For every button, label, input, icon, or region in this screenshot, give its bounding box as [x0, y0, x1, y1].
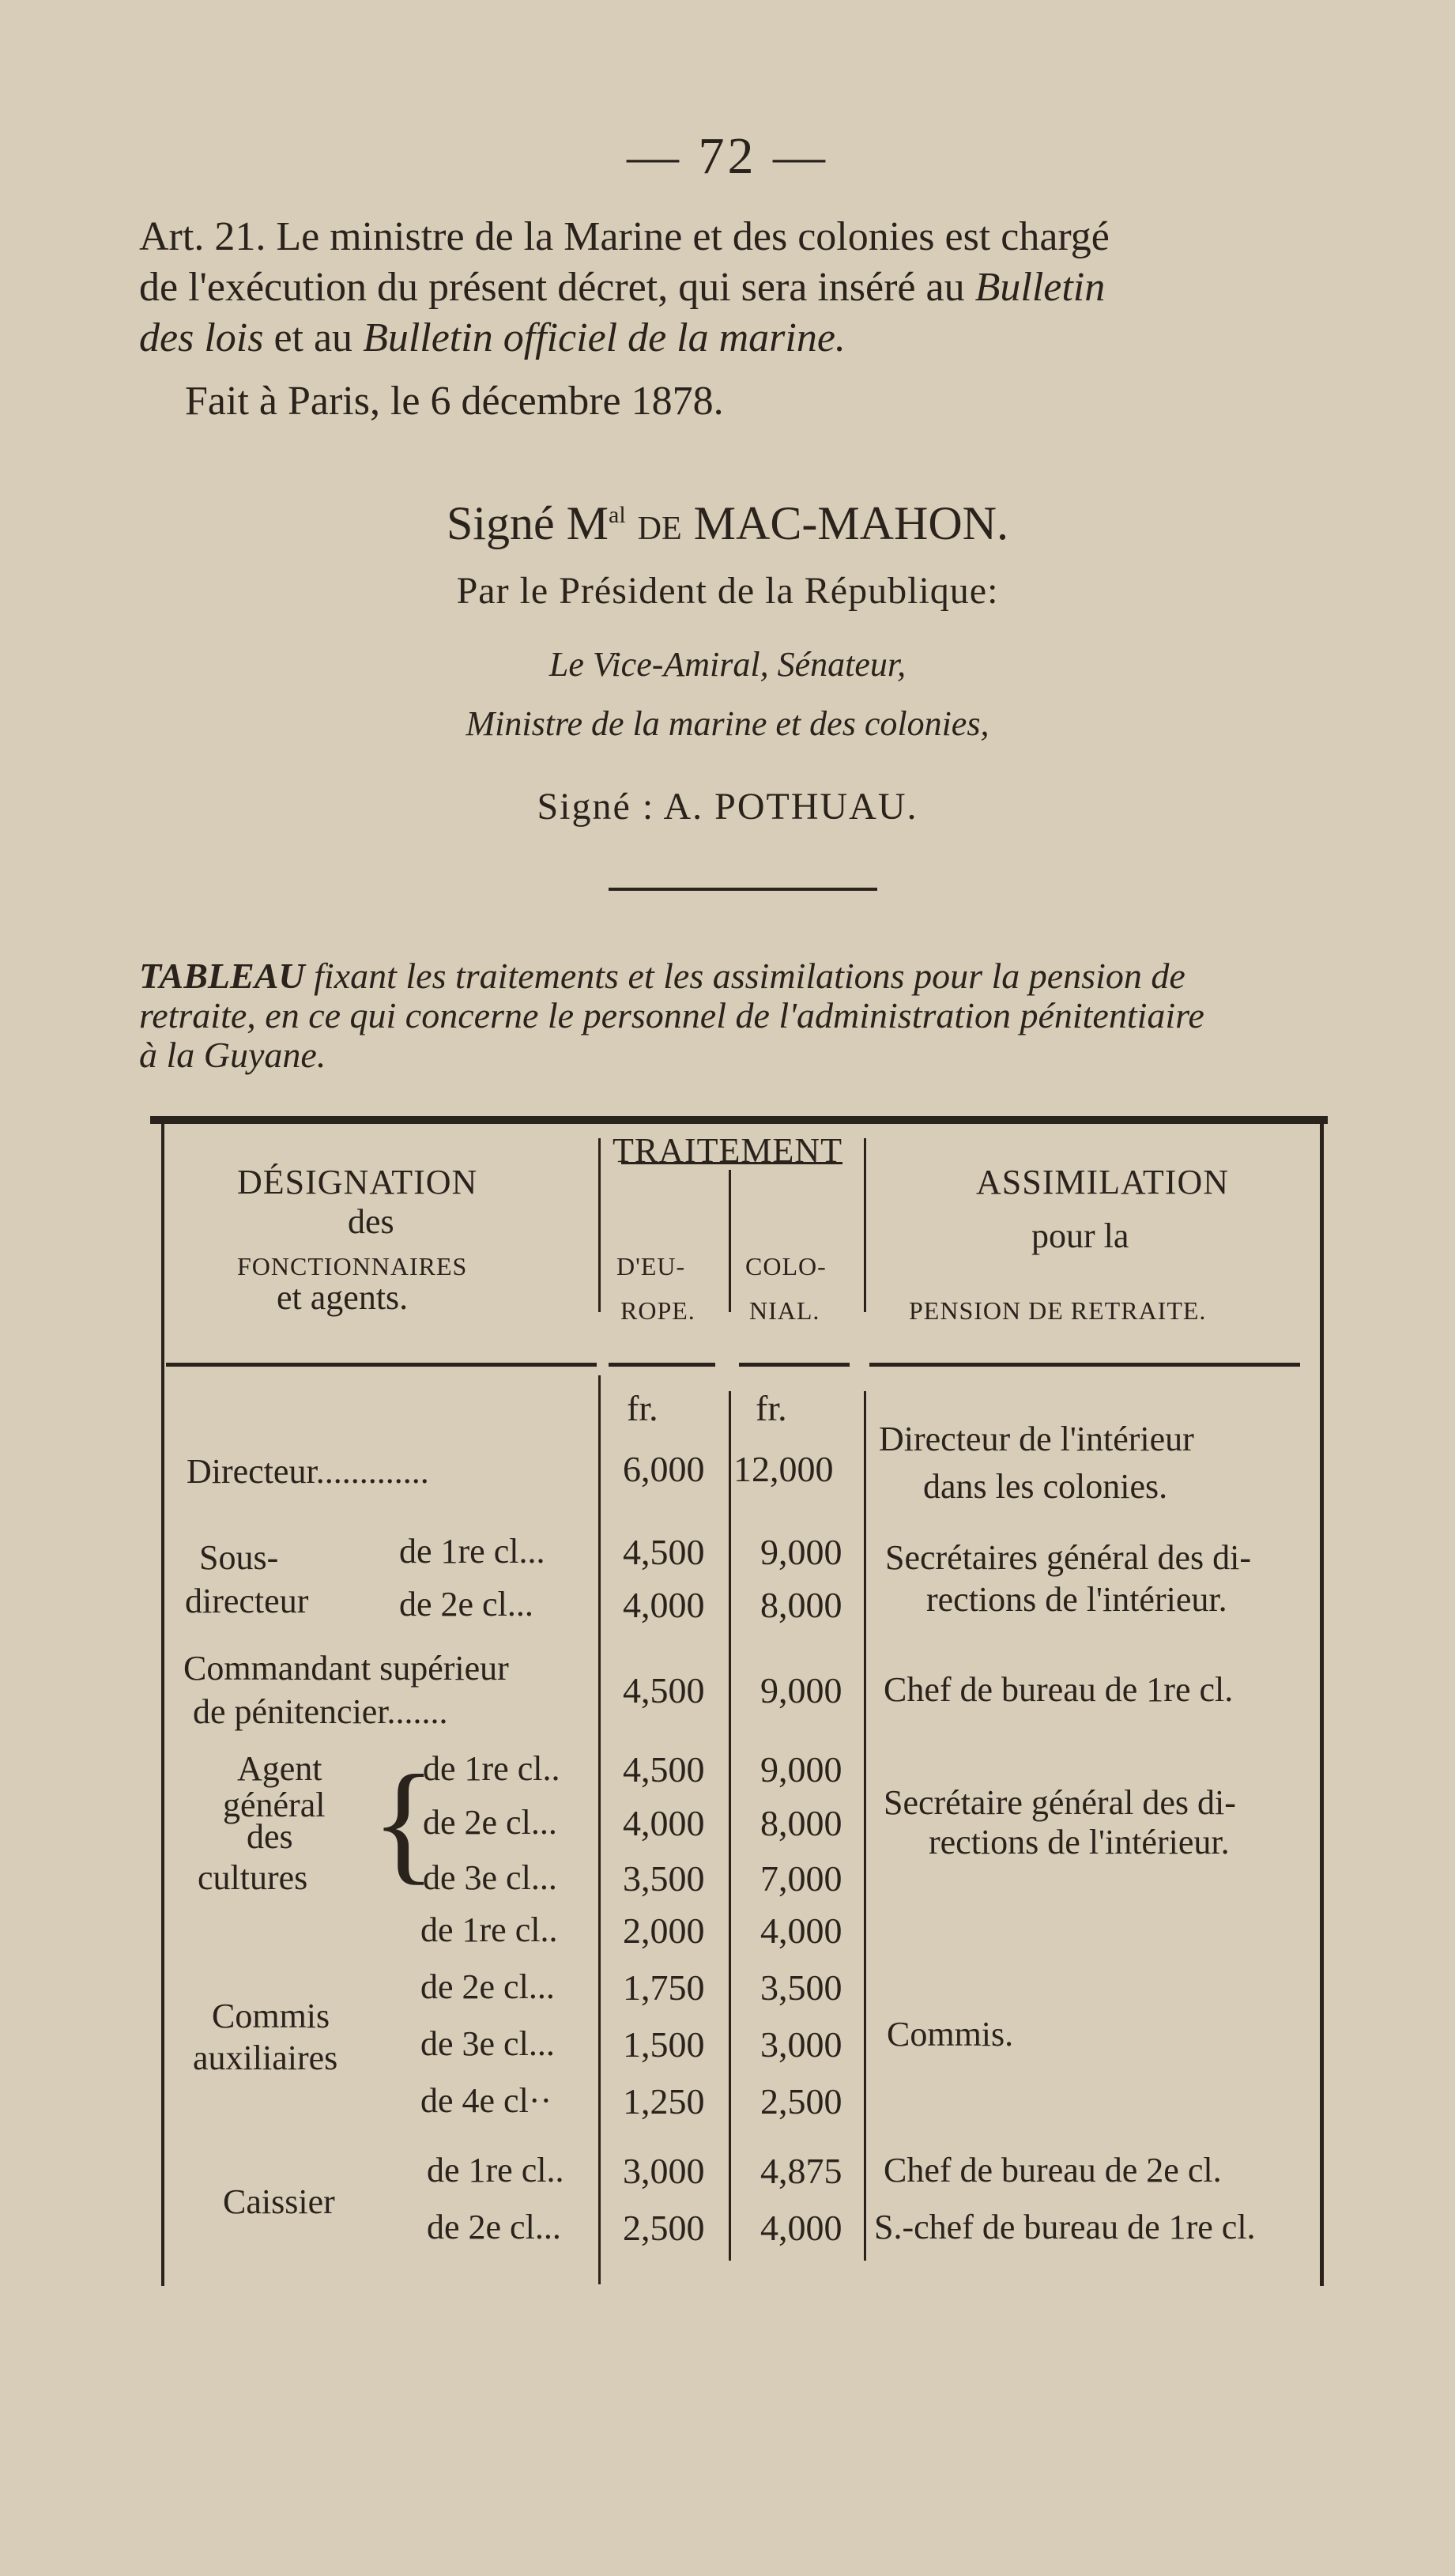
commis-4-colonial: 2,500 [760, 2081, 842, 2122]
sous-dir-2-europe: 4,000 [623, 1585, 705, 1625]
signature-pothuau: Signé : A. POTHUAU. [537, 786, 918, 828]
unit-colonial: fr. [756, 1388, 787, 1428]
col-divider-2 [729, 1391, 731, 2261]
agent-label-2: général [223, 1786, 326, 1824]
sous-dir-assim-1: Secrétaires général des di- [885, 1538, 1251, 1577]
hdr-et-agents: et agents. [277, 1278, 409, 1317]
agent-1-class: de 1re cl.. [423, 1749, 560, 1788]
hdr-pension: PENSION DE RETRAITE. [909, 1296, 1207, 1325]
fait-a-paris: Fait à Paris, le 6 décembre 1878. [185, 379, 724, 424]
ministre-title: Ministre de la marine et des colonies, [466, 704, 989, 743]
row-directeur-europe: 6,000 [623, 1449, 705, 1489]
agent-3-colonial: 7,000 [760, 1858, 842, 1899]
sous-dir-1-class: de 1re cl... [399, 1532, 545, 1571]
signe-text: Signé M [446, 497, 609, 549]
agent-brace: { [371, 1748, 436, 1896]
hdr-des: des [348, 1202, 394, 1241]
commis-3-class: de 3e cl... [420, 2024, 555, 2063]
bulletin-officiel-italic: Bulletin officiel de la marine. [363, 315, 846, 360]
mal-superscript: al [609, 502, 626, 528]
col-divider-3 [864, 1391, 866, 2261]
row-directeur-colonial: 12,000 [733, 1449, 834, 1489]
agent-assim-1: Secrétaire général des di- [884, 1783, 1236, 1822]
commis-1-europe: 2,000 [623, 1910, 705, 1951]
sous-directeur-label-2: directeur [185, 1582, 309, 1620]
caissier-2-assim: S.-chef de bureau de 1re cl. [874, 2208, 1256, 2246]
row-directeur-assim-2: dans les colonies. [923, 1467, 1168, 1506]
article-line-1: Art. 21. Le ministre de la Marine et des colonies est chargé [139, 214, 1110, 259]
article-line-3-mid: et au [273, 315, 353, 360]
table-right-border [1320, 1124, 1324, 2286]
sous-dir-1-colonial: 9,000 [760, 1532, 842, 1572]
header-divider-3 [864, 1138, 866, 1312]
commis-3-colonial: 3,000 [760, 2024, 842, 2065]
commandant-label-2: de pénitencier....... [193, 1692, 448, 1731]
agent-3-class: de 3e cl... [423, 1858, 557, 1897]
vice-amiral: Le Vice-Amiral, Sénateur, [548, 645, 907, 684]
hdr-europe-1: D'EU- [616, 1252, 686, 1280]
unit-europe: fr. [627, 1388, 658, 1428]
commis-4-class: de 4e cl·· [420, 2081, 552, 2120]
caissier-label: Caissier [223, 2182, 335, 2221]
commis-3-europe: 1,500 [623, 2024, 705, 2065]
row-directeur-label: Directeur............. [187, 1452, 429, 1491]
agent-2-europe: 4,000 [623, 1803, 705, 1843]
bulletin-italic: Bulletin [974, 265, 1106, 310]
mac-mahon-name: MAC-MAHON. [693, 497, 1009, 549]
hdr-traitement: TRAITEMENT [613, 1131, 843, 1170]
des-lois-italic: des lois [139, 315, 264, 360]
commandant-colonial: 9,000 [760, 1670, 842, 1710]
caissier-1-europe: 3,000 [623, 2151, 705, 2191]
commis-2-class: de 2e cl... [420, 1967, 555, 2006]
hdr-pour-la: pour la [1031, 1216, 1129, 1255]
commandant-europe: 4,500 [623, 1670, 705, 1710]
header-bottom-rule-2 [609, 1363, 715, 1367]
agent-label-4: cultures [198, 1858, 308, 1897]
page-number: — 72 — [627, 127, 828, 185]
caption-line-3: à la Guyane. [139, 1035, 326, 1075]
par-le-president: Par le Président de la République: [456, 570, 999, 612]
caissier-2-colonial: 4,000 [760, 2208, 842, 2248]
caissier-2-class: de 2e cl... [427, 2208, 561, 2246]
sous-dir-2-class: de 2e cl... [399, 1585, 533, 1624]
de-particle: de [637, 497, 682, 549]
commis-assim: Commis. [887, 2015, 1014, 2054]
commis-4-europe: 1,250 [623, 2081, 705, 2122]
agent-2-colonial: 8,000 [760, 1803, 842, 1843]
signature-mac-mahon [0, 496, 1455, 551]
separator-rule [609, 888, 877, 891]
sous-directeur-label-1: Sous- [199, 1538, 279, 1577]
agent-1-colonial: 9,000 [760, 1749, 842, 1790]
row-directeur-assim-1: Directeur de l'intérieur [879, 1420, 1194, 1458]
hdr-designation: DÉSIGNATION [237, 1163, 478, 1201]
agent-label-3: des [247, 1817, 293, 1856]
agent-1-europe: 4,500 [623, 1749, 705, 1790]
article-line-3 [139, 313, 1332, 364]
header-divider-2 [729, 1170, 731, 1312]
sous-dir-2-colonial: 8,000 [760, 1585, 842, 1625]
caption-line-2: retraite, en ce qui concerne le personnel de l'administration pénitentiaire [139, 995, 1204, 1035]
commis-label-1: Commis [212, 1997, 330, 2035]
article-21 [139, 212, 1332, 364]
commandant-label-1: Commandant supérieur [183, 1649, 509, 1688]
caissier-1-colonial: 4,875 [760, 2151, 842, 2191]
commis-1-colonial: 4,000 [760, 1910, 842, 1951]
agent-label-1: Agent [237, 1749, 322, 1788]
hdr-europe-2: ROPE. [620, 1296, 695, 1325]
header-bottom-rule-1 [166, 1363, 597, 1367]
caption-tableau: TABLEAU [139, 956, 305, 996]
header-bottom-rule-3 [739, 1363, 850, 1367]
table-left-border [161, 1124, 164, 2286]
commis-label-2: auxiliaires [193, 2039, 338, 2077]
agent-3-europe: 3,500 [623, 1858, 705, 1899]
sous-dir-assim-2: rections de l'intérieur. [926, 1580, 1227, 1619]
commis-2-europe: 1,750 [623, 1967, 705, 2008]
hdr-assimilation: ASSIMILATION [976, 1163, 1229, 1201]
caption-line-1-text: fixant les traitements et les assimilations pour la pension de [314, 956, 1185, 996]
hdr-fonctionnaires: FONCTIONNAIRES [237, 1252, 468, 1280]
header-divider-1 [598, 1138, 601, 1312]
agent-2-class: de 2e cl... [423, 1803, 557, 1842]
caption-line-1 [139, 956, 1325, 996]
table-caption [139, 956, 1325, 1075]
table-top-rule [150, 1116, 1328, 1124]
commandant-assim: Chef de bureau de 1re cl. [884, 1670, 1234, 1709]
sous-dir-1-europe: 4,500 [623, 1532, 705, 1572]
col-divider-1 [598, 1375, 601, 2284]
article-line-2 [139, 262, 1332, 313]
agent-assim-2: rections de l'intérieur. [929, 1823, 1230, 1861]
article-line-2-text: de l'exécution du présent décret, qui sera inséré au [139, 265, 965, 310]
caissier-2-europe: 2,500 [623, 2208, 705, 2248]
hdr-colonial-1: COLO- [745, 1252, 827, 1280]
hdr-colonial-2: NIAL. [749, 1296, 820, 1325]
commis-2-colonial: 3,500 [760, 1967, 842, 2008]
header-bottom-rule-4 [869, 1363, 1300, 1367]
commis-1-class: de 1re cl.. [420, 1910, 558, 1949]
caissier-1-assim: Chef de bureau de 2e cl. [884, 2151, 1222, 2189]
caissier-1-class: de 1re cl.. [427, 2151, 564, 2189]
